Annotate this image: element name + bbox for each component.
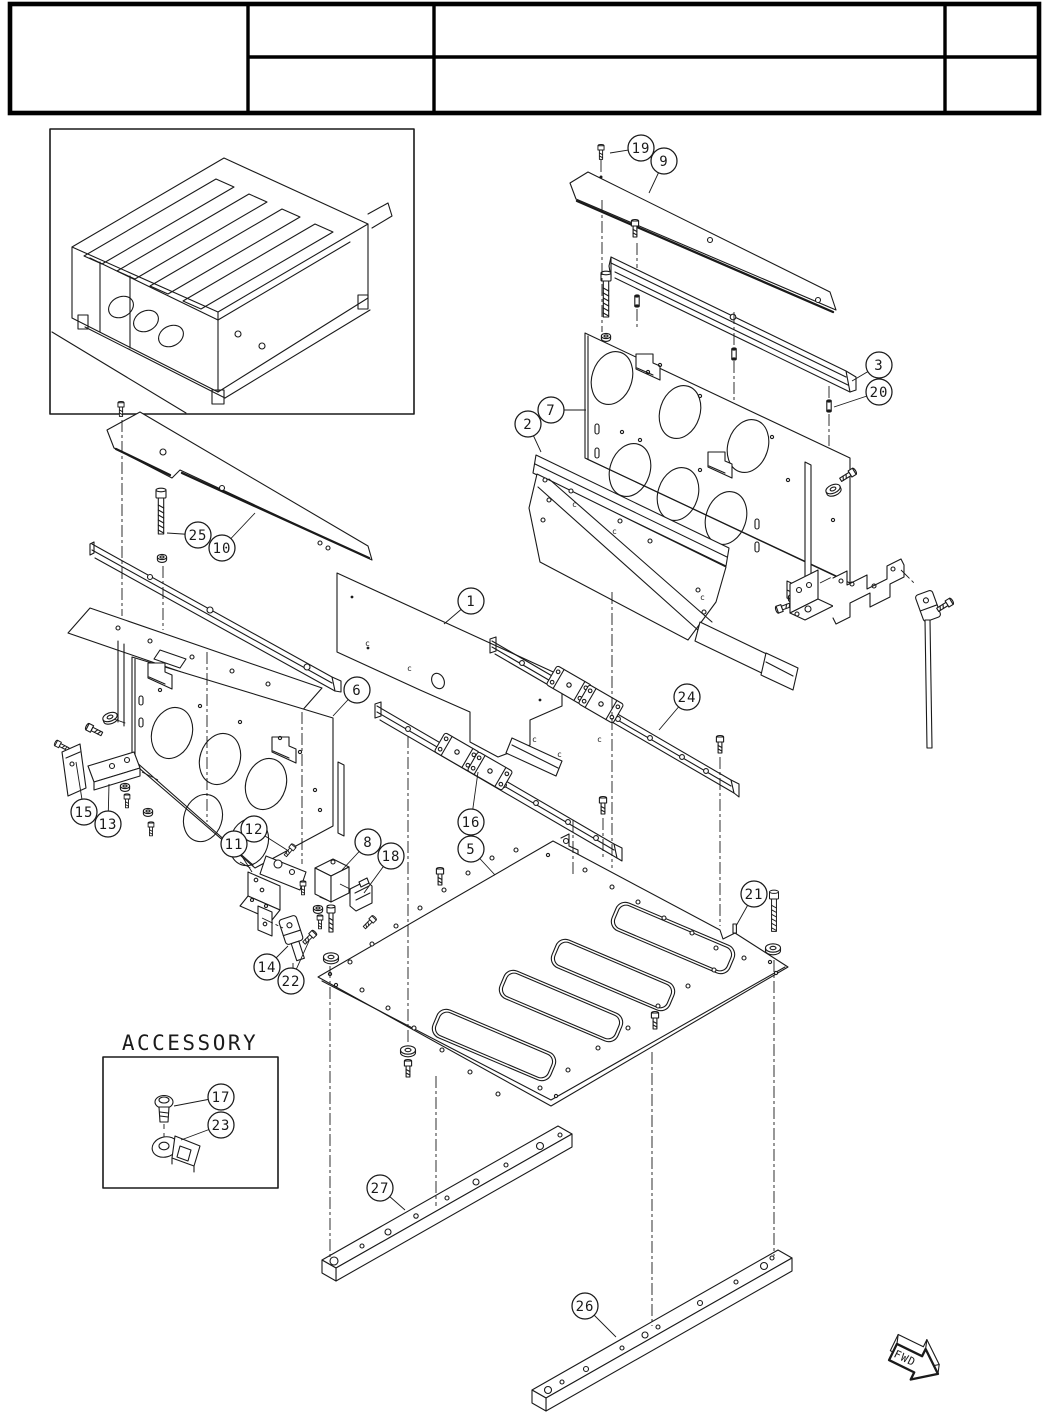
callout-5: [458, 836, 495, 875]
svg-text:1: 1: [466, 594, 476, 610]
callout-8: [342, 829, 381, 870]
part-10-plate: [107, 401, 372, 562]
svg-text:13: 13: [98, 817, 118, 833]
accessory-box: [103, 1031, 278, 1188]
svg-text:26: 26: [575, 1299, 595, 1315]
callout-23: [181, 1112, 234, 1140]
svg-text:15: 15: [74, 805, 94, 821]
svg-text:9: 9: [659, 154, 669, 170]
callout-19: [610, 135, 654, 161]
callout-17: [174, 1084, 234, 1110]
accessory-border: [103, 1057, 278, 1188]
assembled-view-inset: [50, 129, 414, 414]
callout-9: [649, 148, 677, 193]
svg-text:17: 17: [211, 1090, 231, 1106]
callout-21: [736, 881, 767, 926]
callout-10: [209, 513, 255, 561]
svg-text:c: c: [365, 639, 370, 648]
svg-text:12: 12: [244, 822, 264, 838]
svg-text:24: 24: [677, 690, 697, 706]
svg-text:16: 16: [461, 815, 481, 831]
part-27-bar: [322, 1126, 572, 1281]
svg-text:20: 20: [869, 385, 889, 401]
svg-text:27: 27: [370, 1181, 390, 1197]
part-5-base-plate: [318, 841, 788, 1106]
svg-text:22: 22: [281, 974, 301, 990]
svg-text:25: 25: [188, 528, 208, 544]
part-9-top-cover-plate: [570, 144, 836, 312]
svg-text:19: 19: [631, 141, 651, 157]
accessory-screw-17: [155, 1096, 173, 1139]
screw-21: [770, 890, 779, 931]
svg-text:c: c: [612, 527, 617, 536]
callout-24: [659, 684, 700, 730]
callout-13: [95, 784, 121, 837]
svg-text:23: 23: [211, 1118, 231, 1134]
svg-text:8: 8: [363, 835, 373, 851]
svg-text:18: 18: [381, 849, 401, 865]
svg-text:c: c: [532, 735, 537, 744]
svg-text:3: 3: [874, 358, 884, 374]
accessory-title: ACCESSORY: [121, 1031, 259, 1055]
svg-text:c: c: [700, 593, 705, 602]
spacer: [635, 295, 639, 307]
svg-text:11: 11: [224, 837, 244, 853]
svg-text:10: 10: [212, 541, 232, 557]
exploded-view: [54, 144, 955, 1411]
svg-text:2: 2: [523, 417, 533, 433]
callout-20: [834, 379, 892, 407]
sensor-14-cluster: [278, 915, 317, 962]
svg-text:5: 5: [466, 842, 476, 858]
sensor: [915, 590, 941, 622]
callout-2: [515, 411, 541, 452]
svg-text:14: 14: [257, 960, 277, 976]
right-bracket-sensor-cluster: [775, 559, 955, 748]
callout-26: [572, 1293, 616, 1337]
svg-text:c: c: [597, 735, 602, 744]
screw-25: [156, 488, 166, 534]
fwd-arrow: [883, 1327, 949, 1389]
screw-19: [598, 144, 604, 159]
callout-1: [444, 588, 484, 624]
accessory-clamp-23: [150, 1134, 200, 1172]
part-26-bar: [532, 1250, 792, 1411]
callout-7: [538, 397, 586, 423]
fwd-label: FWD: [891, 1347, 918, 1370]
callout-27: [367, 1175, 405, 1210]
svg-text:c: c: [557, 750, 562, 759]
title-block-table: [10, 4, 1039, 113]
svg-text:6: 6: [352, 683, 362, 699]
svg-text:21: 21: [744, 887, 764, 903]
spacer-20: [827, 400, 831, 412]
svg-text:c: c: [407, 664, 412, 673]
callout-16: [458, 772, 484, 835]
callout-25: [167, 522, 211, 548]
svg-text:7: 7: [546, 403, 556, 419]
spacer: [732, 348, 736, 360]
callout-3: [852, 352, 892, 381]
svg-text:c: c: [572, 500, 577, 509]
